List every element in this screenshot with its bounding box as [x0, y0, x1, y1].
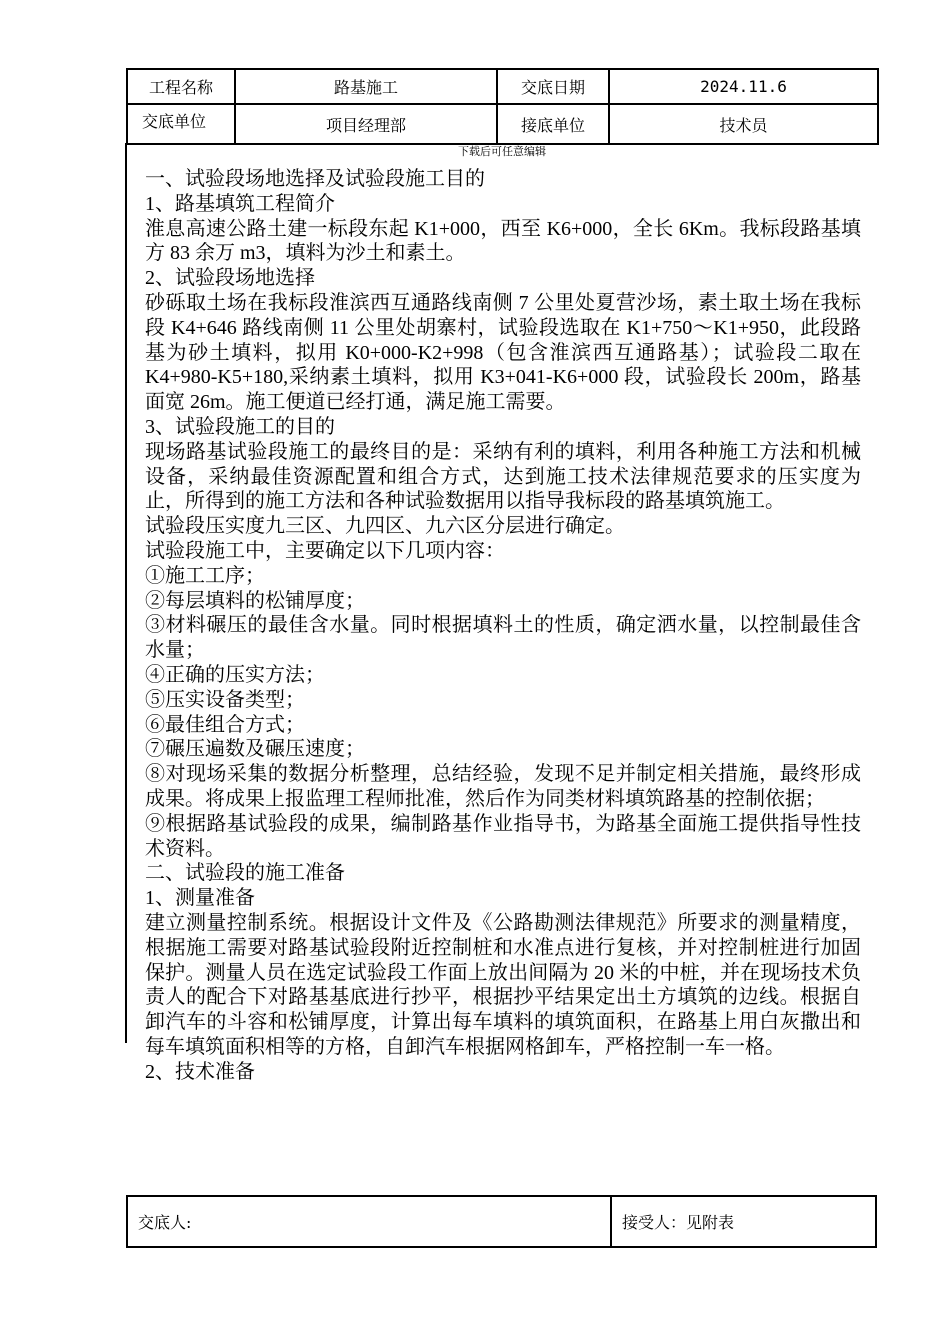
handover-label: 交底人: — [138, 1213, 192, 1232]
paragraph: ⑨根据路基试验段的成果，编制路基作业指导书，为路基全面施工提供指导性技术资料。 — [145, 812, 861, 860]
document-body — [145, 167, 861, 1084]
date-label: 交底日期 — [497, 69, 609, 104]
paragraph: ⑧对现场采集的数据分析整理，总结经验，发现不足并制定相关措施，最终形成成果。将成果上报监理工程师批准，然后作为同类材料填筑路基的控制依据； — [145, 763, 861, 810]
receiver-label: 接受人：见附表 — [622, 1213, 735, 1232]
paragraph: 现场路基试验段施工的最终目的是：采纳有利的填料，利用各种施工方法和机械设备，采纳最佳资源配置和组合方式，达到施工技术法律规范要求的压实度为止，所得到的施工方法和各种试验数据用以指导我标段的路基填筑施工。 — [145, 440, 861, 513]
paragraph: ④正确的压实方法； — [145, 663, 325, 686]
paragraph: ⑤压实设备类型； — [145, 688, 305, 711]
project-name-value: 路基施工 — [235, 69, 497, 104]
paragraph: ⑦碾压遍数及碾压速度； — [145, 738, 365, 761]
paragraph: 3、试验段施工的目的 — [145, 415, 335, 438]
footer-divider — [610, 1197, 612, 1246]
paragraph: ②每层填料的松铺厚度； — [145, 589, 365, 612]
paragraph: ③材料碾压的最佳含水量。同时根据填料土的性质，确定洒水量，以控制最佳含水量； — [145, 614, 861, 662]
project-name-label: 工程名称 — [127, 69, 235, 104]
paragraph: ⑥最佳组合方式； — [145, 713, 305, 736]
paragraph: 2、技术准备 — [145, 1060, 255, 1083]
paragraph: 一、试验段场地选择及试验段施工目的 — [145, 168, 485, 190]
header-table — [126, 68, 879, 145]
paragraph: 试验段施工中，主要确定以下几项内容： — [145, 539, 505, 562]
footer-table — [126, 1195, 877, 1248]
paragraph: 砂砾取土场在我标段淮滨西互通路线南侧 7 公里处夏营沙场，素土取土场在我标段 K4+646 路线南侧 11 公里处胡寨村，试验段选取在 K1+750～K1+950，此段路基为砂土填料，拟用 K0+000-K2+998（包含淮滨西互通路基）；试验段二取在 K4+980-K5+180,采纳素土填料，拟用 K3+041-K6+000 段，试验段长 200m，路基面宽 26m。施工便道已经打通，满足施工需要。 — [145, 291, 861, 414]
left-border-line — [125, 143, 127, 1043]
unit-label: 交底单位 — [127, 104, 235, 144]
unit-value: 项目经理部 — [235, 104, 497, 144]
paragraph: 试验段压实度九三区、九四区、九六区分层进行确定。 — [145, 515, 625, 538]
paragraph: 1、测量准备 — [145, 887, 255, 910]
paragraph: 2、试验段场地选择 — [145, 267, 315, 290]
receiver-unit-label: 接底单位 — [497, 104, 609, 144]
paragraph: 二、试验段的施工准备 — [145, 862, 345, 885]
download-note: 下载后可任意编辑 — [458, 145, 546, 158]
paragraph: 建立测量控制系统。根据设计文件及《公路勘测法律规范》所要求的测量精度，根据施工需要对路基试验段附近控制桩和水准点进行复核，并对控制桩进行加固保护。测量人员在选定试验段工作面上放出间隔为 20 米的中桩，并在现场技术负责人的配合下对路基基底进行抄平，根据抄平结果定出土方填筑的边线。根据自卸汽车的斗容和松铺厚度，计算出每车填料的填筑面积，在路基上用白灰撒出和每车填筑面积相等的方格，自卸汽车根据网格卸车，严格控制一车一格。 — [145, 911, 861, 1058]
paragraph: ①施工工序； — [145, 564, 265, 587]
receiver-unit-value: 技术员 — [609, 104, 878, 144]
paragraph: 淮息高速公路土建一标段东起 K1+000，西至 K6+000，全长 6Km。我标段路基填方 83 余万 m3，填料为沙土和素土。 — [145, 217, 861, 265]
paragraph: 1、路基填筑工程简介 — [145, 192, 335, 215]
date-value: 2024.11.6 — [609, 69, 878, 104]
